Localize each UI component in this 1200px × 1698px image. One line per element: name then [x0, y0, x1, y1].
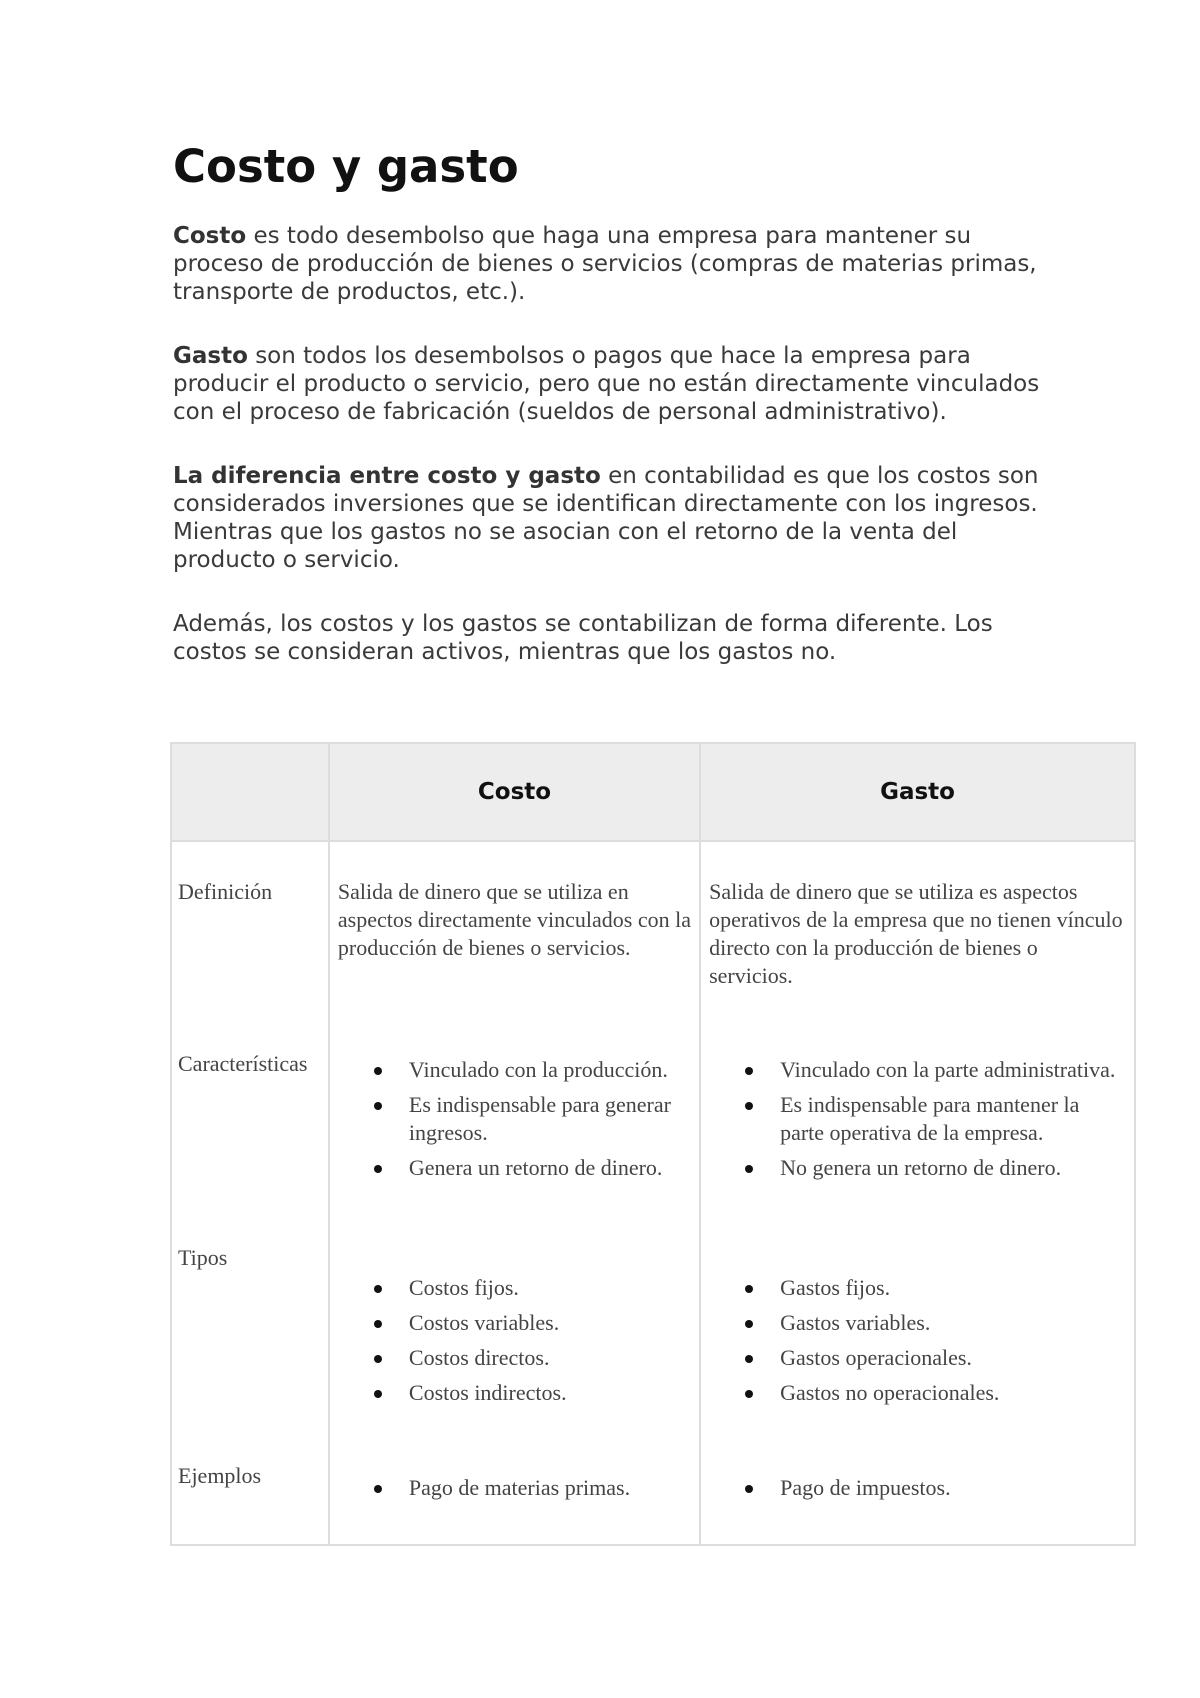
comparison-table — [170, 742, 1136, 1546]
list-item: Vinculado con la parte administrativa. — [780, 1056, 1126, 1084]
list-item: Gastos fijos. — [780, 1274, 1126, 1302]
bullet-list — [338, 1474, 691, 1502]
list-item: Genera un retorno de dinero. — [409, 1154, 691, 1182]
paragraph-term: La diferencia entre costo y gasto — [173, 463, 601, 489]
paragraph-ademas — [173, 610, 1053, 666]
document-page — [173, 140, 1053, 702]
cell-costo-caracteristicas — [329, 1020, 700, 1234]
list-item: Gastos variables. — [780, 1309, 1126, 1337]
row-label-tipos: Tipos — [171, 1234, 329, 1452]
bullet-list — [709, 1056, 1126, 1182]
table-row-definicion — [171, 841, 1135, 1020]
header-empty-cell — [171, 743, 329, 841]
list-item: Gastos operacionales. — [780, 1344, 1126, 1372]
row-label-caracteristicas: Características — [171, 1020, 329, 1234]
cell-gasto-ejemplos — [700, 1452, 1135, 1545]
bullet-list — [338, 1056, 691, 1182]
row-label-ejemplos: Ejemplos — [171, 1452, 329, 1545]
table-row-tipos — [171, 1234, 1135, 1452]
paragraph-costo — [173, 222, 1053, 306]
paragraph-text: en contabilidad es que los costos son considerados inversiones que se identifican directamente con los ingresos. Mientras que los gastos no se asocian con el retorno de la venta del producto o servicio. — [173, 463, 1039, 573]
cell-costo-definicion: Salida de dinero que se utiliza en aspectos directamente vinculados con la producción de bienes o servicios. — [329, 841, 700, 1020]
table-row-caracteristicas — [171, 1020, 1135, 1234]
paragraph-term: Costo — [173, 223, 247, 249]
cell-costo-ejemplos — [329, 1452, 700, 1545]
paragraph-text: son todos los desembolsos o pagos que hace la empresa para producir el producto o servicio, pero que no están directamente vinculados con el proceso de fabricación (sueldos de personal administrativo). — [173, 343, 1040, 425]
list-item: Pago de materias primas. — [409, 1474, 691, 1502]
header-gasto: Gasto — [700, 743, 1135, 841]
list-item: Pago de impuestos. — [780, 1474, 1126, 1502]
list-item: Es indispensable para generar ingresos. — [409, 1091, 691, 1147]
list-item: Costos indirectos. — [409, 1379, 691, 1407]
list-item: Es indispensable para mantener la parte operativa de la empresa. — [780, 1091, 1126, 1147]
bullet-list — [709, 1474, 1126, 1502]
cell-gasto-tipos — [700, 1234, 1135, 1452]
bullet-list — [709, 1274, 1126, 1407]
paragraph-diferencia — [173, 462, 1053, 574]
list-item: Gastos no operacionales. — [780, 1379, 1126, 1407]
list-item: Vinculado con la producción. — [409, 1056, 691, 1084]
bullet-list — [338, 1274, 691, 1407]
paragraph-gasto — [173, 342, 1053, 426]
paragraph-term: Gasto — [173, 343, 248, 369]
paragraph-text: Además, los costos y los gastos se contabilizan de forma diferente. Los costos se consideran activos, mientras que los gastos no. — [173, 611, 993, 665]
table-header-row — [171, 743, 1135, 841]
page-title: Costo y gasto — [173, 140, 519, 193]
header-costo: Costo — [329, 743, 700, 841]
table-row-ejemplos — [171, 1452, 1135, 1545]
cell-gasto-caracteristicas — [700, 1020, 1135, 1234]
cell-gasto-definicion: Salida de dinero que se utiliza es aspectos operativos de la empresa que no tienen vínculo directo con la producción de bienes o servicios. — [700, 841, 1135, 1020]
row-label-definicion: Definición — [171, 841, 329, 1020]
list-item: Costos variables. — [409, 1309, 691, 1337]
list-item: Costos directos. — [409, 1344, 691, 1372]
list-item: Costos fijos. — [409, 1274, 691, 1302]
paragraph-text: es todo desembolso que haga una empresa para mantener su proceso de producción de bienes o servicios (compras de materias primas, transporte de productos, etc.). — [173, 223, 1037, 305]
cell-costo-tipos — [329, 1234, 700, 1452]
list-item: No genera un retorno de dinero. — [780, 1154, 1126, 1182]
